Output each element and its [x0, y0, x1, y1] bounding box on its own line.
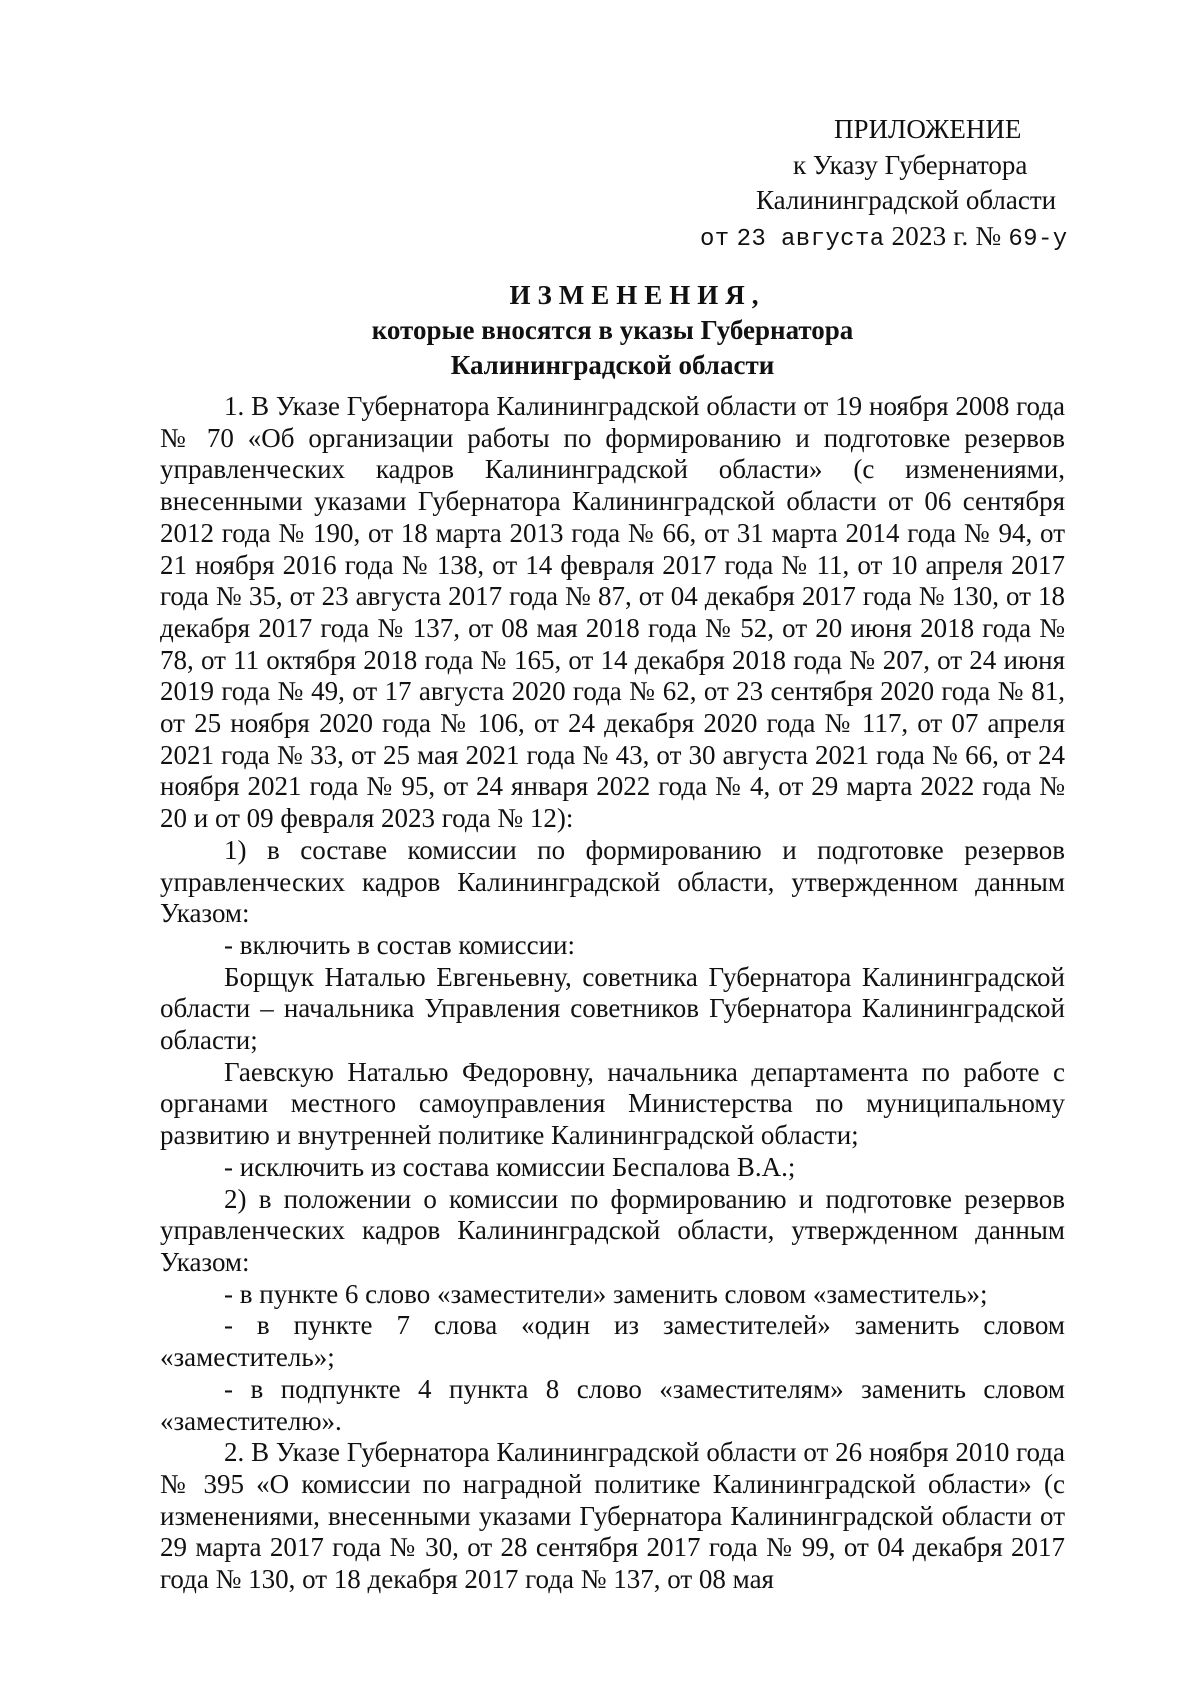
- document-heading: [160, 278, 1065, 383]
- paragraph-1: 1. В Указе Губернатора Калининградской области от 19 ноября 2008 года № 70 «Об организации работы по формированию и подготовке резервов управленческих кадров Калининградской области» (с изменениями, внесенными указами Губернатора Калининградской области от 06 сентября 2012 года № 190, от 18 марта 2013 года № 66, от 31 марта 2014 года № 94, от 21 ноября 2016 года № 138, от 14 февраля 2017 года № 11, от 10 апреля 2017 года № 35, от 23 августа 2017 года № 87, от 04 декабря 2017 года № 130, от 18 декабря 2017 года № 137, от 08 мая 2018 года № 52, от 20 июня 2018 года № 78, от 11 октября 2018 года № 165, от 14 декабря 2018 года № 207, от 24 июня 2019 года № 49, от 17 августа 2020 года № 62, от 23 сентября 2020 года № 81, от 25 ноября 2020 года № 106, от 24 декабря 2020 года № 117, от 07 апреля 2021 года № 33, от 25 мая 2021 года № 43, от 30 августа 2021 года № 66, от 24 ноября 2021 года № 95, от 24 января 2022 года № 4, от 29 марта 2022 года № 20 и от 09 февраля 2023 года № 12):: [160, 391, 1065, 834]
- appendix-number: 69-у: [1008, 225, 1068, 253]
- paragraph-exclude: - исключить из состава комиссии Беспалова В.А.;: [224, 1151, 796, 1182]
- paragraph-point-6: - в пункте 6 слово «заместители» заменить словом «заместитель»;: [224, 1278, 988, 1309]
- paragraph-1-1: 1) в составе комиссии по формированию и подготовке резервов управленческих кадров Калининградской области, утвержденном данным Указом:: [160, 834, 1065, 929]
- appendix-date-year: 2023 г. №: [891, 220, 1002, 251]
- appendix-date-line: [700, 219, 1160, 258]
- paragraph-point-8: - в подпункте 4 пункта 8 слово «заместителям» заменить словом «заместителю».: [160, 1373, 1065, 1436]
- document-body: [160, 391, 1065, 1596]
- paragraph-include: - включить в состав комиссии:: [224, 929, 575, 960]
- appendix-date-prefix: от: [700, 225, 730, 253]
- paragraph-point-7: - в пункте 7 слова «один из заместителей» заменить словом «заместитель»;: [160, 1310, 1065, 1373]
- heading-subtitle-1: которые вносятся в указы Губернатора: [371, 315, 854, 345]
- appendix-line-decree: к Указу Губернатора: [793, 149, 1028, 180]
- appendix-date-value: 23 августа: [736, 225, 885, 253]
- paragraph-borshchuk: Борщук Наталью Евгеньевну, советника Губернатора Калининградской области – начальника Управления советников Губернатора Калининградской области;: [160, 961, 1065, 1056]
- appendix-title: ПРИЛОЖЕНИЕ: [834, 114, 1022, 144]
- paragraph-gaevskaya: Гаевскую Наталью Федоровну, начальника департамента по работе с органами местного самоуправления Министерства по муниципальному развитию и внутренней политике Калининградской области;: [160, 1056, 1065, 1151]
- heading-title: ИЗМЕНЕНИЯ,: [509, 280, 766, 310]
- paragraph-1-2: 2) в положении о комиссии по формированию и подготовке резервов управленческих кадров Калининградской области, утвержденном данным Указом:: [160, 1183, 1065, 1277]
- appendix-line-region: Калининградской области: [756, 185, 1057, 215]
- paragraph-2: 2. В Указе Губернатора Калининградской области от 26 ноября 2010 года № 395 «О комиссии по наградной политике Калининградской области» (с изменениями, внесенными указами Губернатора Калининградской области от 29 марта 2017 года № 30, от 28 сентября 2017 года № 99, от 04 декабря 2017 года № 130, от 18 декабря 2017 года № 137, от 08 мая: [160, 1437, 1065, 1595]
- heading-subtitle-2: Калининградской области: [450, 350, 775, 380]
- appendix-block: [700, 112, 1160, 257]
